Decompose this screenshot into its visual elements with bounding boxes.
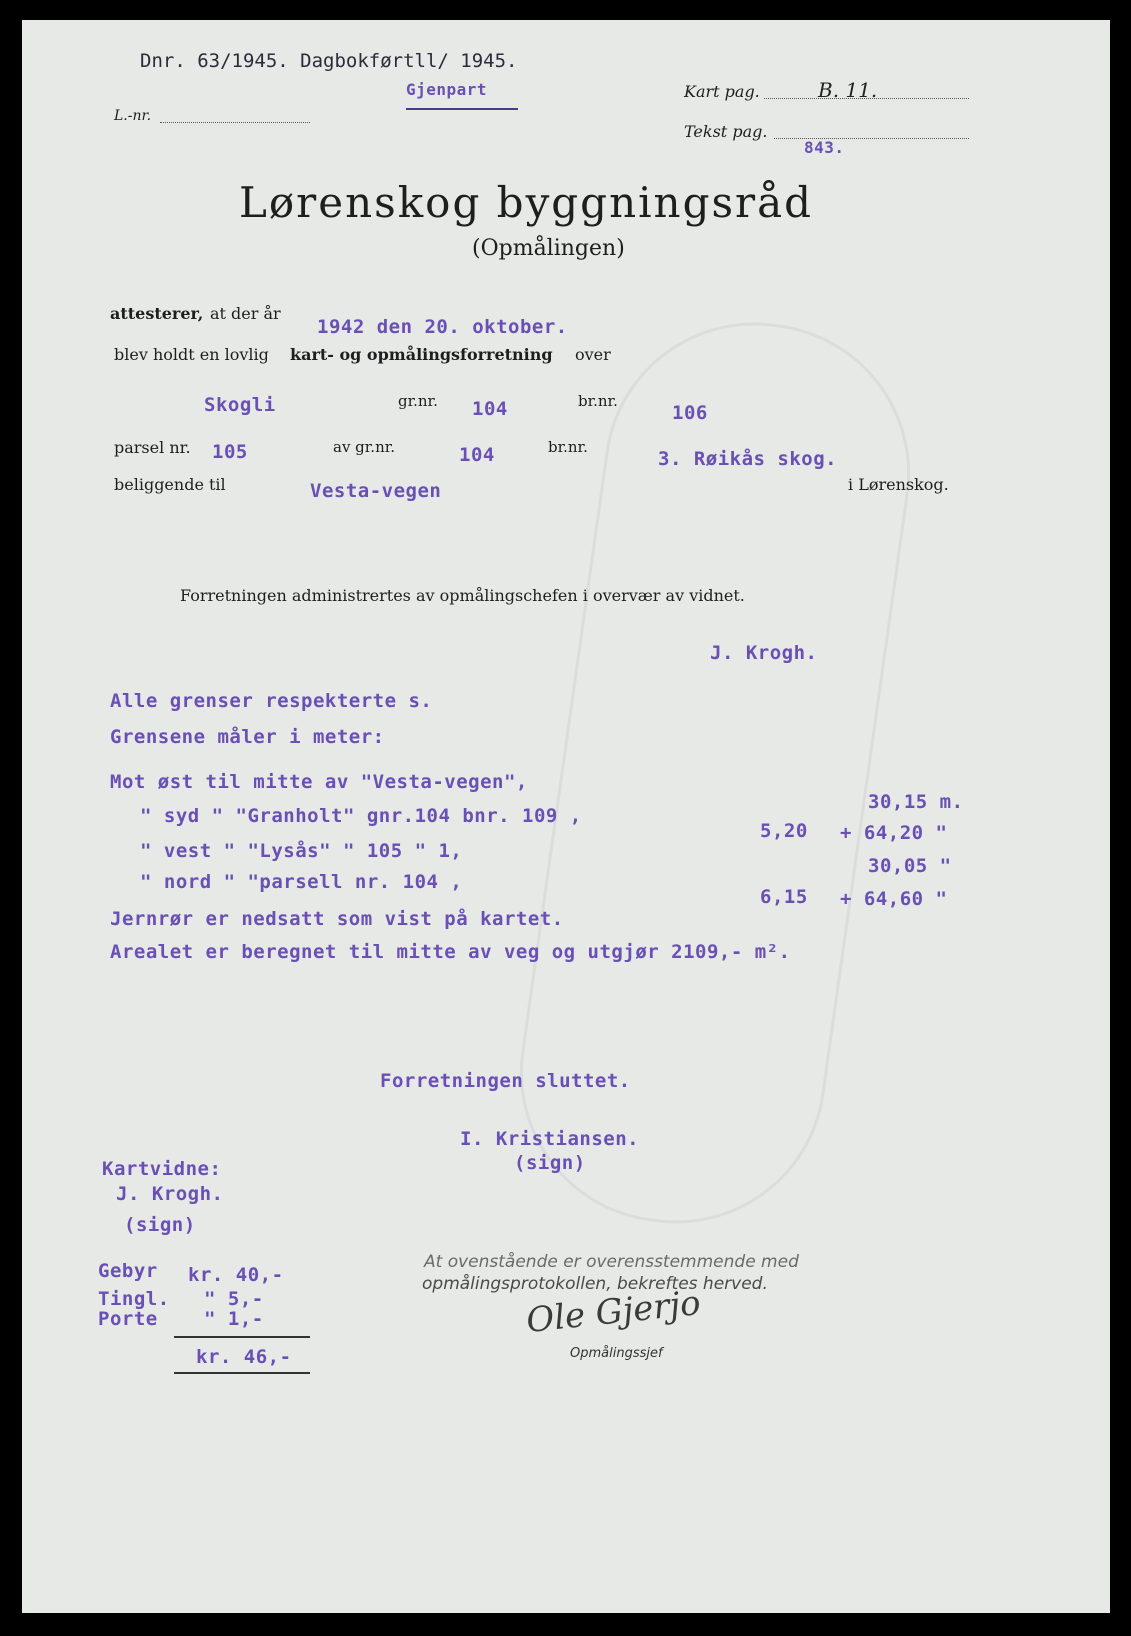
kart-pag-label: Kart pag. [684, 82, 760, 101]
witness-name: J. Krogh. [710, 642, 818, 664]
title-sub: (Opmålingen) [472, 236, 625, 261]
parsel-label: parsel nr. [114, 438, 191, 457]
av-grnr-label: av gr.nr. [333, 438, 396, 456]
vei-value: Vesta-vegen [310, 480, 442, 502]
i-lorenskog-label: i Lørenskog. [848, 475, 949, 494]
tingl-value: " 5,- [204, 1288, 264, 1310]
admin-text: Forretningen administrertes av opmålingschefen i overvær av vidnet. [180, 586, 745, 605]
total-value: kr. 46,- [196, 1346, 292, 1368]
body-line-5-value: 30,05 " [868, 855, 952, 877]
kartvidne-sign: (sign) [124, 1214, 196, 1236]
kart-pag-value: B. 11. [818, 78, 878, 102]
beliggende-label: beliggende til [114, 475, 226, 494]
dnr-line: Dnr. 63/1945. Dagbokførtll/ 1945. [140, 50, 518, 72]
kart-og-label: kart- og opmålingsforretning [290, 345, 553, 364]
blev-holdt-label: blev holdt en lovlig [114, 345, 269, 364]
body-line-3: Mot øst til mitte av "Vesta-vegen", [110, 771, 528, 793]
gjenpart-stamp: Gjenpart [406, 80, 488, 99]
brnr-label: br.nr. [578, 392, 618, 410]
gebyr-label: Gebyr [98, 1260, 158, 1282]
sum-rule [174, 1336, 310, 1338]
porte-label: Porte [98, 1308, 158, 1330]
body-line-2: Grensene måler i meter: [110, 726, 385, 748]
body-line-6-value: + 64,60 " [840, 888, 948, 910]
body-line-7: Jernrør er nedsatt som vist på kartet. [110, 908, 564, 930]
body-line-4-mid: 5,20 [760, 820, 808, 842]
property-name: Skogli [204, 394, 276, 416]
body-line-5: " vest " "Lysås" " 105 " 1, [140, 840, 463, 862]
tekst-pag-value: 843. [804, 138, 845, 157]
gjenpart-underline [406, 108, 518, 110]
attesterer-label: attesterer, [110, 304, 204, 323]
body-line-4-value: + 64,20 " [840, 822, 948, 844]
cert-line-2: opmålingsprotokollen, bekreftes herved. [422, 1274, 768, 1294]
kartvidne-name: J. Krogh. [116, 1183, 224, 1205]
body-line-4: " syd " "Granholt" gnr.104 bnr. 109 , [140, 805, 582, 827]
parsel-value: 105 [212, 441, 248, 463]
closing-signer-sign: (sign) [514, 1152, 586, 1174]
brnr-value: 106 [672, 402, 708, 424]
grnr-label: gr.nr. [398, 392, 438, 410]
grnr-value: 104 [472, 398, 508, 420]
body-line-1: Alle grenser respekterte s. [110, 690, 433, 712]
signature: Ole Gjerjo [524, 1282, 703, 1342]
total-double-rule [174, 1372, 310, 1374]
brnr2-value: 3. Røikås skog. [658, 448, 838, 470]
tingl-label: Tingl. [98, 1288, 170, 1310]
closing-signer: I. Kristiansen. [460, 1128, 640, 1150]
closing-sluttet: Forretningen sluttet. [380, 1070, 631, 1092]
at-der-ar-label: at der år [210, 304, 281, 323]
tekst-pag-label: Tekst pag. [684, 122, 768, 141]
gebyr-value: kr. 40,- [188, 1264, 284, 1286]
kartvidne-label: Kartvidne: [102, 1158, 222, 1180]
av-grnr-value: 104 [459, 444, 495, 466]
body-line-6-mid: 6,15 [760, 886, 808, 908]
body-line-8: Arealet er beregnet til mitte av veg og utgjør 2109,- m². [110, 941, 791, 963]
lnr-dotline [160, 122, 310, 123]
stamp-title: Opmålingssjef [570, 1346, 663, 1361]
over-label: over [575, 345, 611, 364]
body-line-3-value: 30,15 m. [868, 791, 964, 813]
cert-line-1: At ovenstående er overensstemmende med [424, 1252, 799, 1272]
document-page [22, 20, 1110, 1613]
porte-value: " 1,- [204, 1308, 264, 1330]
lnr-label: L.-nr. [114, 108, 152, 124]
body-line-6: " nord " "parsell nr. 104 , [140, 871, 463, 893]
brnr2-label: br.nr. [548, 438, 588, 456]
title-main: Lørenskog byggningsråd [239, 178, 814, 227]
date-value: 1942 den 20. oktober. [317, 316, 568, 338]
